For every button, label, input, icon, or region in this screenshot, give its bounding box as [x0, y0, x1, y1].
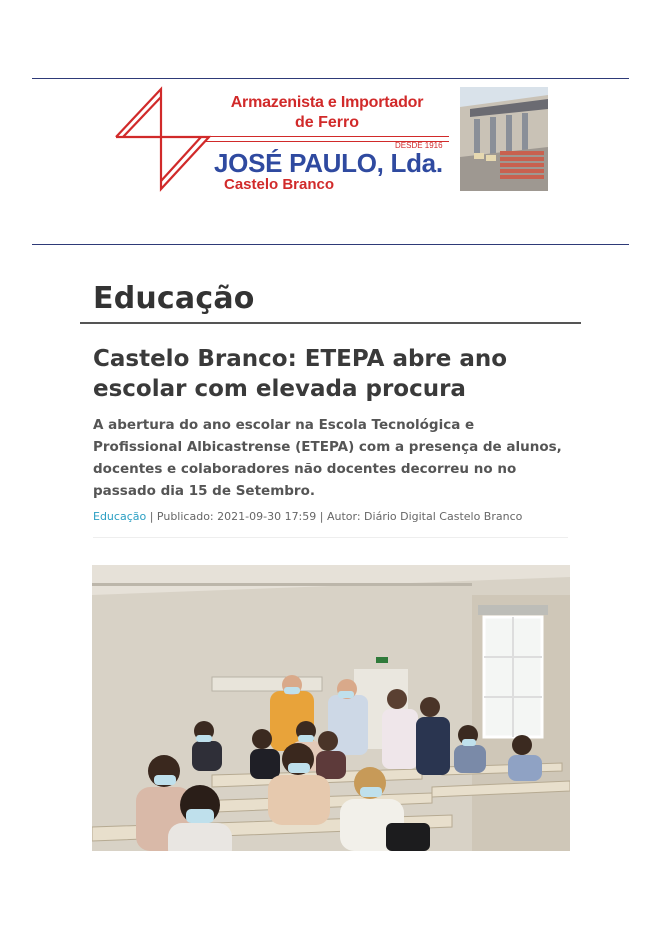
meta-divider	[93, 537, 568, 538]
company-logo-icon	[111, 85, 211, 195]
author-name: Diário Digital Castelo Branco	[364, 510, 523, 523]
section-title: Educação	[93, 281, 255, 316]
meta-sep-author: | Autor:	[316, 510, 365, 523]
publish-date: 2021-09-30 17:59	[217, 510, 317, 523]
article-headline[interactable]: Castelo Branco: ETEPA abre ano escolar com elevada procura	[93, 346, 508, 402]
ad-city: Castelo Branco	[224, 176, 335, 193]
top-divider	[32, 78, 629, 79]
ad-tagline-1: Armazenista e Importador	[230, 94, 424, 111]
ad-banner[interactable]	[111, 85, 551, 197]
ad-company-name: JOSÉ PAULO, Lda.	[214, 148, 443, 178]
category-link[interactable]: Educação	[93, 510, 147, 523]
ad-bottom-divider	[32, 244, 629, 245]
ad-since: DESDE 1916	[395, 141, 443, 150]
article-lead: A abertura do ano escolar na Escola Tecnológica e Profissional Albicastrense (ETEPA) com a presença de alunos, docentes e colaboradores não docentes decorreu no no passado dia 15 de Setembro.	[93, 417, 562, 499]
article-photo[interactable]	[92, 565, 570, 851]
ad-tagline-2: de Ferro	[294, 114, 359, 131]
article-meta	[93, 510, 522, 523]
warehouse-photo	[460, 87, 548, 191]
section-divider	[80, 322, 581, 324]
meta-sep-published: | Publicado:	[146, 510, 218, 523]
